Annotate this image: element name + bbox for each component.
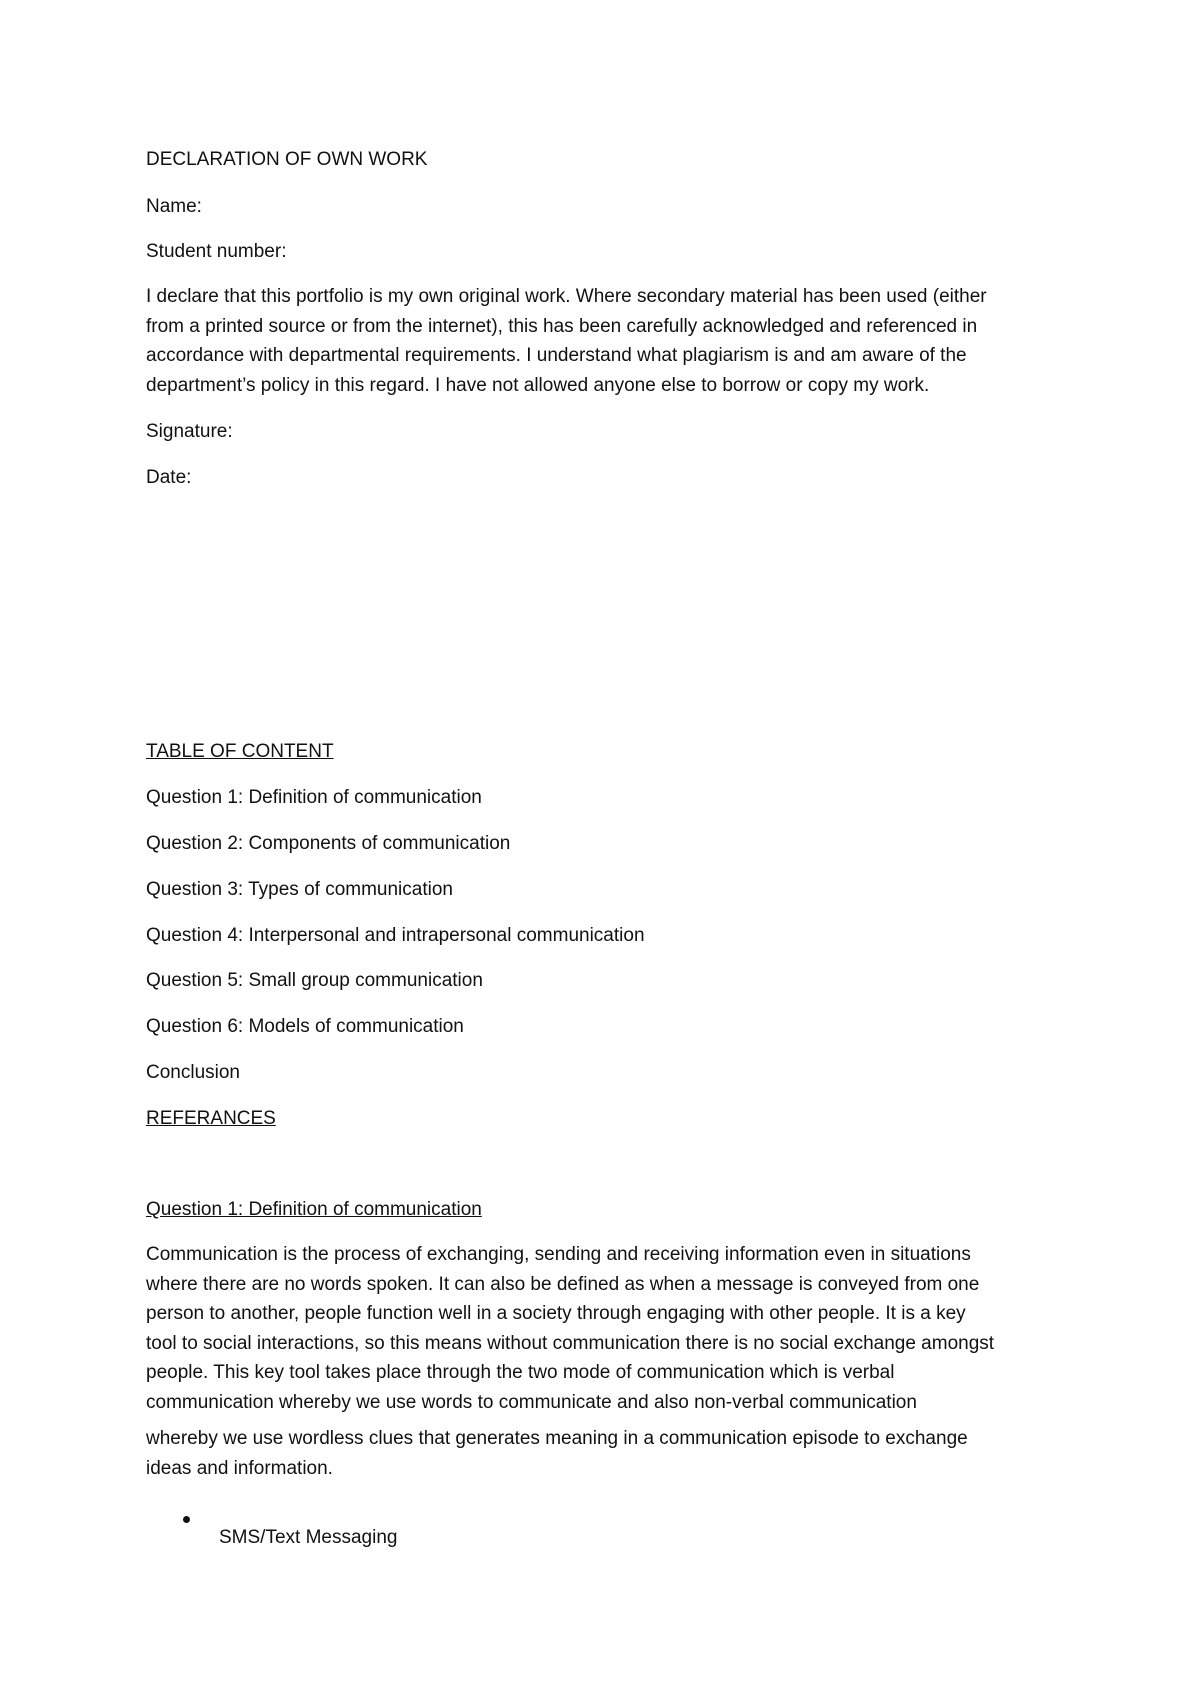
statement-line: accordance with departmental requirements. I understand what plagiarism is and am aware of the — [146, 345, 967, 366]
toc-item: Question 4: Interpersonal and intrapersonal communication — [146, 925, 645, 946]
paragraph-line: where there are no words spoken. It can also be defined as when a message is conveyed from one — [146, 1273, 980, 1295]
toc-item: Question 2: Components of communication — [146, 833, 511, 854]
toc-item: Question 1: Definition of communication — [146, 787, 482, 808]
toc-heading: TABLE OF CONTENT — [146, 741, 334, 762]
references-heading: REFERANCES — [146, 1108, 276, 1129]
toc-item: Question 3: Types of communication — [146, 879, 453, 900]
declaration-heading: DECLARATION OF OWN WORK — [146, 149, 428, 170]
question1-paragraph — [146, 1240, 1086, 1417]
statement-line: I declare that this portfolio is my own original work. Where secondary material has been used (either — [146, 286, 987, 307]
bullet-item-sms: SMS/Text Messaging — [219, 1527, 398, 1548]
paragraph-line: Communication is the process of exchanging, sending and receiving information even in situations — [146, 1244, 971, 1265]
toc-item: Question 6: Models of communication — [146, 1016, 464, 1037]
signature-label: Signature: — [146, 421, 233, 442]
paragraph-line: person to another, people function well in a society through engaging with other people. It is a key — [146, 1303, 966, 1324]
question1-heading: Question 1: Definition of communication — [146, 1199, 482, 1220]
paragraph-line: communication whereby we use words to communicate and also non-verbal communication — [146, 1391, 917, 1413]
statement-line: department’s policy in this regard. I have not allowed anyone else to borrow or copy my work. — [146, 374, 930, 396]
paragraph-line: whereby we use wordless clues that generates meaning in a communication episode to exchange — [146, 1428, 968, 1449]
bullet-icon — [183, 1516, 190, 1523]
declaration-statement — [146, 282, 1086, 400]
paragraph-line: tool to social interactions, so this means without communication there is no social exchange amongst — [146, 1332, 995, 1354]
paragraph-line: people. This key tool takes place through the two mode of communication which is verbal — [146, 1362, 895, 1383]
student-number-label: Student number: — [146, 241, 287, 262]
question1-paragraph-continued — [146, 1424, 1086, 1483]
paragraph-line: ideas and information. — [146, 1457, 333, 1479]
date-label: Date: — [146, 467, 192, 488]
name-label: Name: — [146, 196, 202, 217]
statement-line: from a printed source or from the internet), this has been carefully acknowledged and referenced in — [146, 315, 978, 337]
toc-item: Conclusion — [146, 1062, 240, 1083]
toc-item: Question 5: Small group communication — [146, 970, 483, 991]
